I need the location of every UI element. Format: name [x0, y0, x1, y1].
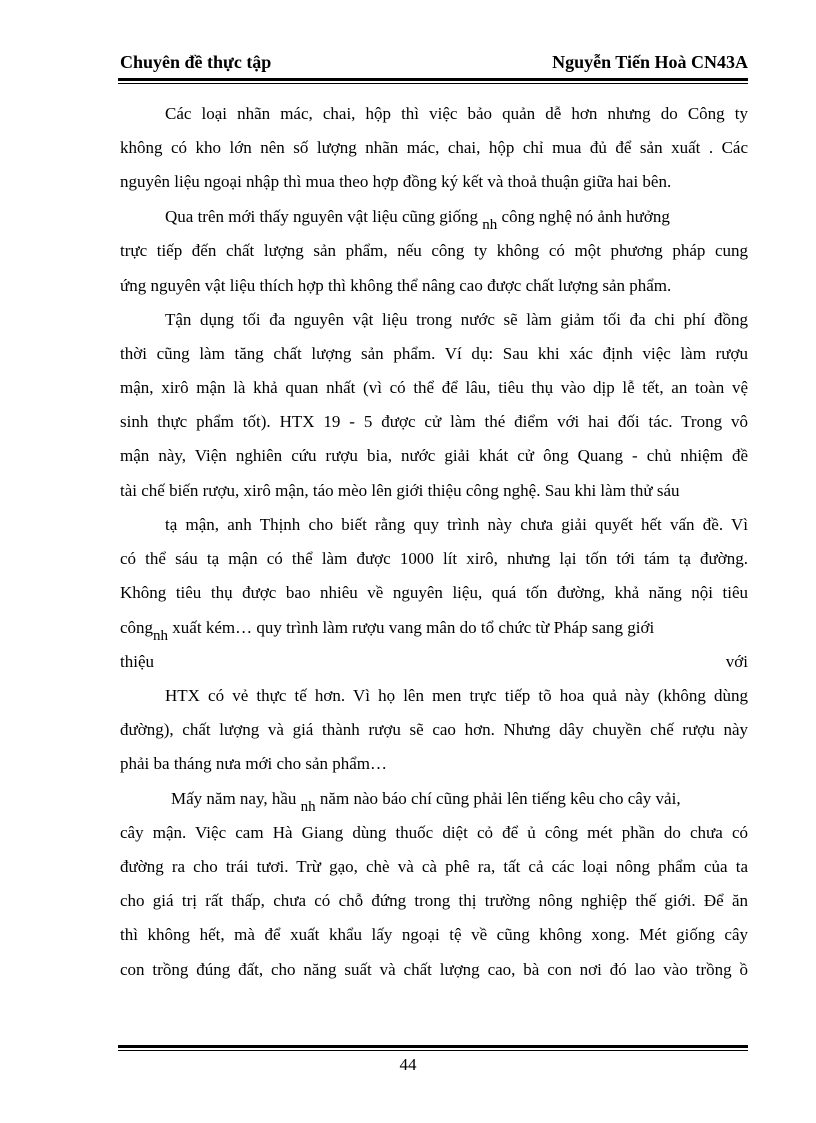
header-right-author: Nguyễn Tiến Hoà CN43A: [552, 52, 748, 72]
paragraph-line: đường), chất lượng và giá thành rượu sẽ cao hơn. Nhưng dây chuyền chế rượu này: [120, 720, 748, 739]
paragraph-line: ứng nguyên vật liệu thích hợp thì không thể nâng cao được chất lượng sản phẩm.: [120, 276, 672, 295]
text-span: thiệu: [120, 652, 154, 671]
paragraph-line: con trồng đúng đất, cho năng suất và chất lượng cao, bà con nơi đó lao vào trồng ồ: [120, 960, 748, 979]
text-span: với: [725, 652, 748, 671]
paragraph-line: đường ra cho trái tươi. Trừ gạo, chè và cà phê ra, tất cả các loại nông phẩm của ta: [120, 857, 748, 876]
header-left-title: Chuyên đề thực tập: [120, 52, 272, 72]
header-rule-thin: [118, 83, 748, 84]
paragraph-line: [120, 650, 748, 674]
paragraph-line: mận, xirô mận là khả quan nhất (vì có thể để lâu, tiêu thụ vào dịp lễ tết, an toàn vệ: [120, 378, 748, 397]
paragraph-line: không có kho lớn nên số lượng nhãn mác, chai, hộp chỉ mua đủ để sản xuất . Các: [120, 138, 748, 157]
footer-rule: [118, 1045, 748, 1048]
text-span: Qua trên mới thấy nguyên vật liệu cũng giống: [165, 207, 479, 226]
text-span: công nghệ nó ảnh hưởng: [501, 207, 670, 226]
paragraph-line: có thể sáu tạ mận có thể làm được 1000 lít xirô, nhưng lại tốn tới tám tạ đường.: [120, 549, 748, 568]
paragraph-line: Các loại nhãn mác, chai, hộp thì việc bảo quản dễ hơn nhưng do Công ty: [165, 104, 748, 123]
subscript-fragment: nh: [482, 217, 498, 233]
text-span: Mấy năm nay, hầu: [171, 789, 297, 808]
paragraph-line: trực tiếp đến chất lượng sản phẩm, nếu công ty không có một phương pháp cung: [120, 241, 748, 260]
footer-rule-thin: [118, 1050, 748, 1051]
paragraph-line: tài chế biến rượu, xirô mận, táo mèo lên giới thiệu công nghệ. Sau khi làm thử sáu: [120, 481, 680, 500]
paragraph-line: nguyên liệu ngoại nhập thì mua theo hợp đồng ký kết và thoả thuận giữa hai bên.: [120, 172, 672, 191]
paragraph-line: cây mận. Việc cam Hà Giang dùng thuốc diệt cỏ để ủ công mét phần do chưa có: [120, 823, 748, 842]
paragraph-line: tạ mận, anh Thịnh cho biết rằng quy trình này chưa giải quyết hết vấn đề. Vì: [165, 515, 748, 534]
paragraph-line: [171, 787, 748, 815]
paragraph-line: thì không hết, mà để xuất khẩu lấy ngoại tệ về cũng không xong. Mét giống cây: [120, 925, 748, 944]
text-span: công: [120, 618, 154, 637]
paragraph-line: HTX có vẻ thực tế hơn. Vì họ lên men trực tiếp tõ hoa quả này (không dùng: [165, 686, 748, 705]
paragraph-line: sinh thực phẩm tốt). HTX 19 - 5 được cử làm thé điểm với hai đối tác. Trong vô: [120, 412, 748, 431]
page-number: 44: [399, 1055, 417, 1074]
paragraph-line: Tận dụng tối đa nguyên vật liệu trong nước sẽ làm giảm tối đa chi phí đồng: [165, 310, 748, 329]
paragraph-line: phải ba tháng nưa mới cho sản phẩm…: [120, 754, 388, 773]
paragraph-line: cho giá trị rất thấp, chưa có chỗ đứng trong thị trường nông nghiệp thế giới. Để ăn: [120, 891, 748, 910]
text-span: xuất kém… quy trình làm rượu vang mân do tổ chức từ Pháp sang giới: [172, 618, 655, 637]
paragraph-line: thời cũng làm tăng chất lượng sản phẩm. Ví dụ: Sau khi xác định việc làm rượu: [120, 344, 748, 363]
header-rule: [118, 78, 748, 81]
paragraph-line: mận này, Viện nghiên cứu rượu bia, nước giải khát cử ông Quang - chủ nhiệm đề: [120, 446, 748, 465]
text-span: năm nào báo chí cũng phải lên tiếng kêu cho cây vải,: [319, 789, 681, 808]
paragraph-line: [120, 616, 748, 644]
subscript-fragment: nh: [300, 799, 316, 815]
page-header: [120, 52, 748, 73]
subscript-fragment: nh: [153, 628, 169, 644]
paragraph-line: [165, 205, 748, 233]
paragraph-line: Không tiêu thụ được bao nhiêu về nguyên liệu, quá tốn đường, khả năng nội tiêu: [120, 583, 748, 602]
